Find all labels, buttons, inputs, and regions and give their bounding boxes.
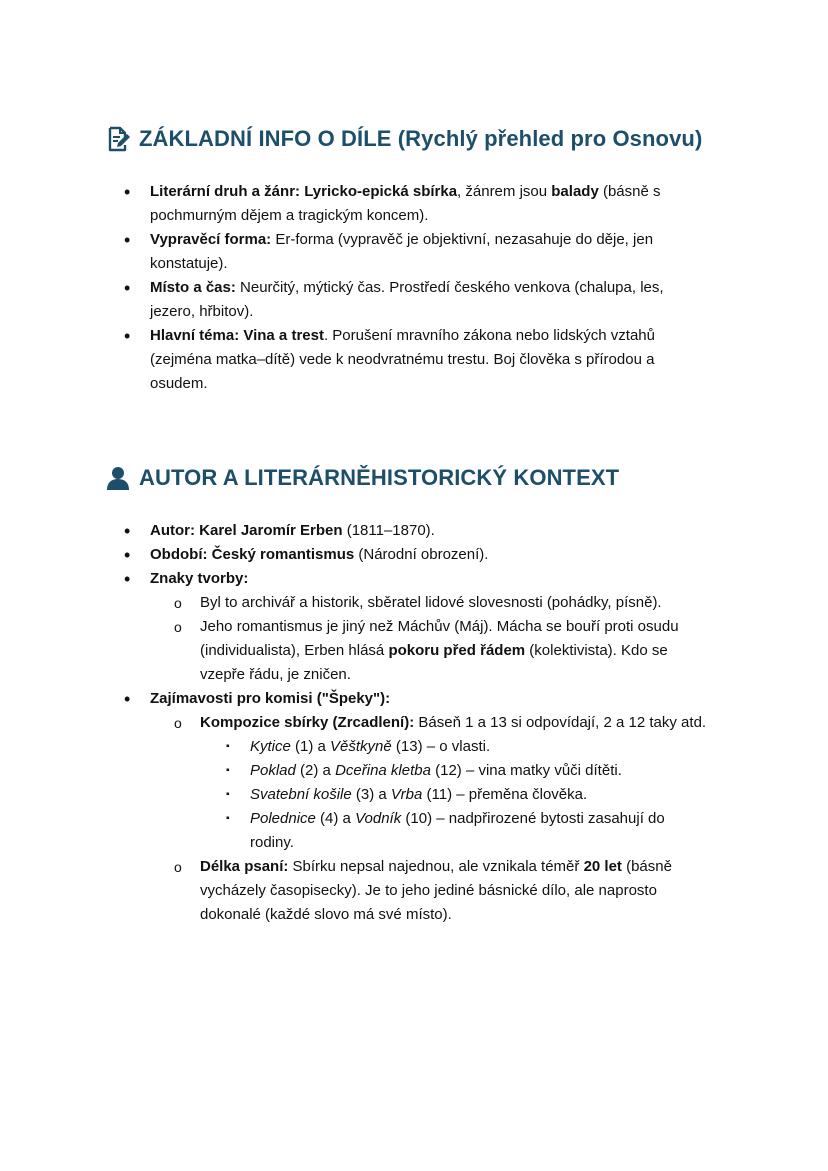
poem-title: Svatební košile xyxy=(250,786,352,803)
bullet-marker: • xyxy=(124,569,131,589)
list-item xyxy=(0,711,710,735)
item-text: (Národní obrození). xyxy=(354,546,489,563)
list-item xyxy=(0,519,710,543)
bullet-marker: • xyxy=(124,230,131,250)
item-text: (4) a xyxy=(315,810,356,827)
poem-title: Dceřina kletba xyxy=(335,762,431,779)
circle-marker: o xyxy=(174,715,182,731)
item-bold: Kompozice sbírky (Zrcadlení): xyxy=(200,714,415,731)
list-item xyxy=(0,276,710,324)
square-marker: ▪ xyxy=(226,765,230,776)
item-text: Jeho romantismus je jiný než Máchův (Máj). Mácha se bouří proti osudu (individualista), Erben hlásá xyxy=(200,618,679,659)
list-item xyxy=(0,567,710,591)
bullet-marker: • xyxy=(124,182,131,202)
circle-marker: o xyxy=(174,859,182,875)
list-item xyxy=(0,807,710,855)
list-item xyxy=(0,735,710,759)
poem-title: Polednice xyxy=(250,810,316,827)
item-text: . Porušení mravního zákona nebo lidských vztahů (zejména matka–dítě) vede k neodvratnému trestu. Boj člověka s přírodou a osudem. xyxy=(150,327,655,392)
basic-info-list xyxy=(0,180,828,396)
section-heading-author xyxy=(105,465,619,491)
item-text: (11) – přeměna člověka. xyxy=(422,786,588,803)
item-text: (1811–1870). xyxy=(342,522,435,539)
item-bold: balady xyxy=(551,183,599,200)
list-item xyxy=(0,759,710,783)
item-text: (13) – o vlasti. xyxy=(391,738,491,755)
poem-title: Věštkyně xyxy=(330,738,392,755)
bullet-marker: • xyxy=(124,545,131,565)
item-bold: Délka psaní: xyxy=(200,858,289,875)
person-icon xyxy=(105,465,131,491)
item-text: (básně vycházely časopisecky). Je to jeho jediné básnické dílo, ale naprosto dokonalé (každé slovo má své místo). xyxy=(200,858,672,923)
item-text: (kolektivista). Kdo se vzepře řádu, je zničen. xyxy=(200,642,668,683)
list-item xyxy=(0,180,710,228)
section-heading-text: ZÁKLADNÍ INFO O DÍLE (Rychlý přehled pro Osnovu) xyxy=(139,126,703,151)
list-item xyxy=(0,591,710,615)
list-item xyxy=(0,615,710,687)
item-bold: Znaky tvorby: xyxy=(150,570,249,587)
item-text: Byl to archivář a historik, sběratel lidové slovesnosti (pohádky, písně). xyxy=(200,594,662,611)
poem-title: Vrba xyxy=(390,786,423,803)
section-heading-text: AUTOR A LITERÁRNĚHISTORICKÝ KONTEXT xyxy=(139,465,620,490)
item-text: (2) a xyxy=(295,762,336,779)
item-text: , žánrem jsou xyxy=(457,183,552,200)
item-bold: Vypravěcí forma: xyxy=(150,231,272,248)
bullet-marker: • xyxy=(124,521,131,541)
document-edit-icon xyxy=(105,126,131,152)
item-bold: Zajímavosti pro komisi ("Špeky"): xyxy=(150,690,391,707)
list-item xyxy=(0,228,710,276)
item-text: Er-forma (vypravěč je objektivní, nezasahuje do děje, jen konstatuje). xyxy=(150,231,654,272)
list-item xyxy=(0,687,710,711)
item-bold: Literární druh a žánr: Lyricko-epická sbírka xyxy=(150,183,458,200)
item-text: Báseň 1 a 13 si odpovídají, 2 a 12 taky atd. xyxy=(414,714,707,731)
item-bold: Hlavní téma: Vina a trest xyxy=(150,327,324,344)
circle-marker: o xyxy=(174,595,182,611)
poem-title: Kytice xyxy=(250,738,291,755)
square-marker: ▪ xyxy=(226,789,230,800)
list-item xyxy=(0,783,710,807)
item-text: Neurčitý, mýtický čas. Prostředí českého venkova (chalupa, les, jezero, hřbitov). xyxy=(150,279,664,320)
list-item xyxy=(0,855,710,927)
section-heading-basic-info xyxy=(105,126,702,152)
author-context-list xyxy=(0,519,828,927)
poem-title: Vodník xyxy=(355,810,402,827)
item-bold: Období: Český romantismus xyxy=(150,546,355,563)
item-bold: pokoru před řádem xyxy=(388,642,526,659)
item-bold: Místo a čas: xyxy=(150,279,236,296)
item-text: (3) a xyxy=(351,786,391,803)
square-marker: ▪ xyxy=(226,813,230,824)
bullet-marker: • xyxy=(124,689,131,709)
item-text: Sbírku nepsal najednou, ale vznikala téměř xyxy=(288,858,584,875)
item-text: (1) a xyxy=(290,738,331,755)
poem-title: Poklad xyxy=(250,762,296,779)
item-text: (básně s pochmurným dějem a tragickým koncem). xyxy=(150,183,661,224)
item-bold: 20 let xyxy=(583,858,622,875)
item-bold: Autor: Karel Jaromír Erben xyxy=(150,522,343,539)
bullet-marker: • xyxy=(124,278,131,298)
list-item xyxy=(0,543,710,567)
item-text: (12) – vina matky vůči dítěti. xyxy=(430,762,622,779)
item-text: (10) – nadpřirozené bytosti zasahují do rodiny. xyxy=(250,810,665,851)
bullet-marker: • xyxy=(124,326,131,346)
square-marker: ▪ xyxy=(226,741,230,752)
circle-marker: o xyxy=(174,619,182,635)
list-item xyxy=(0,324,710,396)
